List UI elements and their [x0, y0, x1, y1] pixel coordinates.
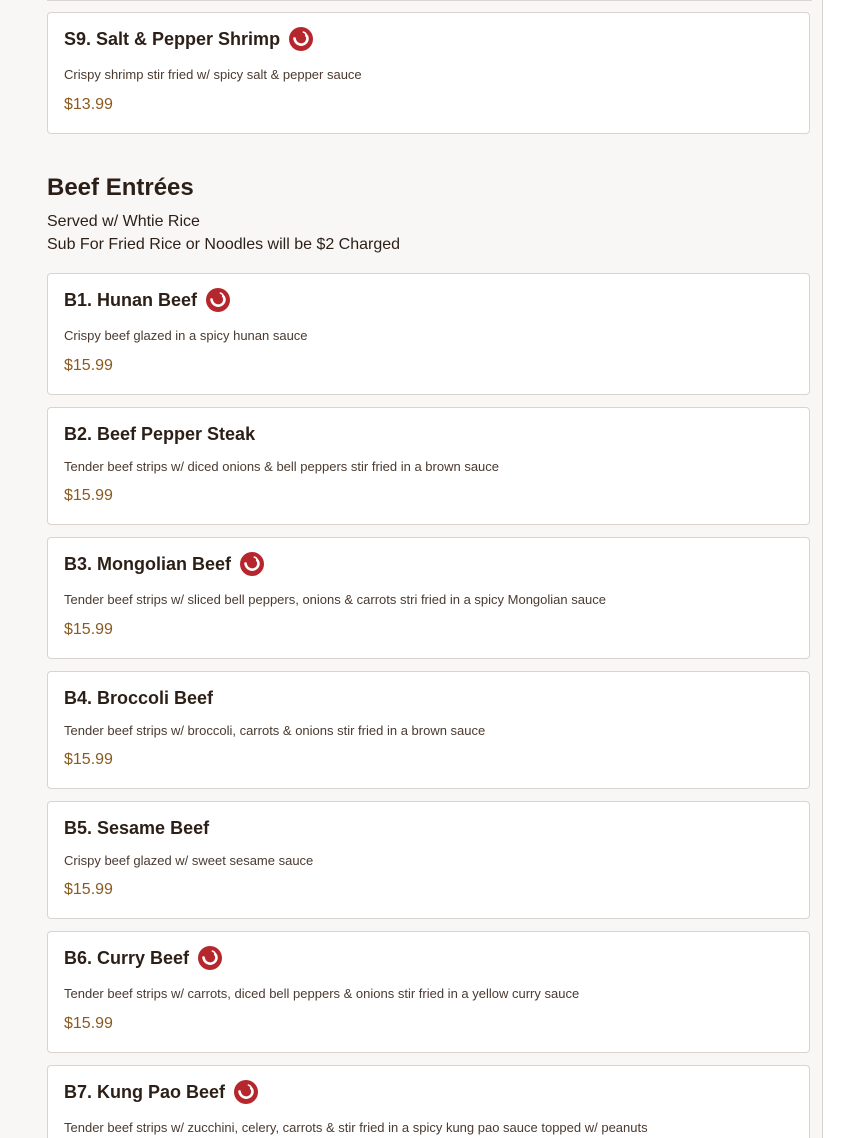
section-note-rice: Served w/ Whtie Rice: [47, 213, 200, 230]
chili-pepper-icon: [240, 552, 264, 576]
menu-item-card[interactable]: [47, 12, 810, 134]
item-description: Tender beef strips w/ broccoli, carrots & onions stir fried in a brown sauce: [64, 723, 486, 738]
menu-item-card[interactable]: [47, 273, 810, 395]
item-name: S9. Salt & Pepper Shrimp: [64, 29, 281, 49]
chili-pepper-icon: [289, 27, 313, 51]
menu-item-card[interactable]: [47, 931, 810, 1053]
item-price: $15.99: [64, 1015, 113, 1032]
chili-pepper-icon: [234, 1080, 258, 1104]
item-description: Tender beef strips w/ sliced bell peppers, onions & carrots stri fried in a spicy Mongolian sauce: [64, 592, 606, 607]
menu-item-card[interactable]: [47, 537, 810, 659]
item-name: B3. Mongolian Beef: [64, 554, 232, 574]
item-price: $13.99: [64, 96, 113, 113]
item-name: B7. Kung Pao Beef: [64, 1082, 226, 1102]
item-price: $15.99: [64, 487, 113, 504]
item-description: Tender beef strips w/ carrots, diced bell peppers & onions stir fried in a yellow curry sauce: [64, 986, 580, 1001]
menu-item-card[interactable]: [47, 671, 810, 789]
item-price: $15.99: [64, 881, 113, 898]
item-description: Tender beef strips w/ zucchini, celery, carrots & stir fried in a spicy kung pao sauce topped w/ peanuts: [64, 1120, 648, 1135]
item-name: B6. Curry Beef: [64, 948, 190, 968]
menu-item-card[interactable]: [47, 801, 810, 919]
item-name: B4. Broccoli Beef: [64, 688, 214, 708]
menu-item-card[interactable]: [47, 407, 810, 525]
chili-pepper-icon: [198, 946, 222, 970]
item-name: B1. Hunan Beef: [64, 290, 198, 310]
item-price: $15.99: [64, 357, 113, 374]
item-price: $15.99: [64, 751, 113, 768]
chili-pepper-icon: [206, 288, 230, 312]
item-description: Crispy shrimp stir fried w/ spicy salt & pepper sauce: [64, 67, 362, 82]
item-description: Tender beef strips w/ diced onions & bell peppers stir fried in a brown sauce: [64, 459, 500, 474]
section-divider: [47, 0, 812, 1]
section-title: Beef Entrées: [47, 174, 194, 201]
section-note-substitution: Sub For Fried Rice or Noodles will be $2 Charged: [47, 236, 401, 253]
item-description: Crispy beef glazed in a spicy hunan sauce: [64, 328, 308, 343]
item-price: $15.99: [64, 621, 113, 638]
side-panel-edge: [823, 0, 844, 1138]
item-name: B2. Beef Pepper Steak: [64, 424, 256, 444]
item-description: Crispy beef glazed w/ sweet sesame sauce: [64, 853, 314, 868]
item-name: B5. Sesame Beef: [64, 818, 210, 838]
menu-item-card[interactable]: [47, 1065, 810, 1138]
